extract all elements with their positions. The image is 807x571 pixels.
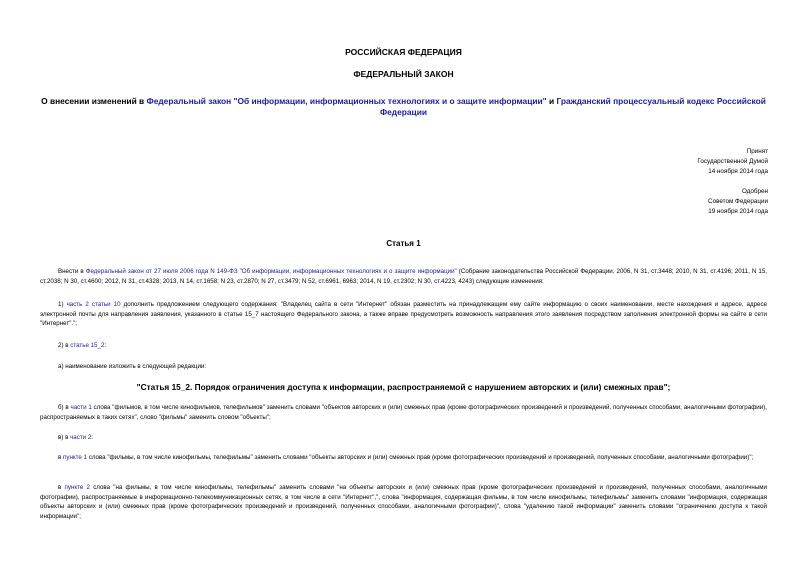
item2v2-pre: в: [58, 484, 65, 491]
approved-line: Советом Федерации: [708, 198, 768, 205]
title-link-info-law[interactable]: Федеральный закон "Об информации, информационных технологиях и о защите информации": [146, 96, 547, 106]
item1-pre: 1): [58, 301, 67, 308]
approved-line: 19 ноября 2014 года: [708, 208, 768, 215]
item2v2-paragraph: [40, 483, 767, 521]
item2b-post: слова "фильмов, в том числе кинофильмов, телефильмов" заменить словами "объектов авторских и (или) смежных прав (кроме фотографических произведений и произведений, полученных способами, аналогичными фотографии), распространяемых в таких сетях", слово "фильмы" заменить словом "объекты";: [40, 404, 767, 421]
item2v2-post: слова "на фильмы, в том числе кинофильмы, телефильмы" заменить словами "на объекты авторских и (или) смежных прав (кроме фотографических произведений и произведений, полученных способами, аналогичными фотографии), распространяемые в информационно-телекоммуникационных сетях, в том числе в сети "Интернет",", слова "информация, содержащая фильмы, в том числе кинофильмы, телефильмы" заменить словами "информация, содержащая объекты авторских и (или) смежных прав (кроме фотографических произведений и произведений, полученных способами, аналогичными фотографии)", слова "удалению такой информации" заменить словами "ограничению доступа к такой информации";: [40, 484, 767, 520]
item2-post: :: [104, 342, 107, 349]
intro-pre: Внести в: [58, 268, 86, 275]
accepted-block: [697, 147, 768, 177]
accepted-line: Государственной Думой: [697, 158, 768, 165]
item2b-link[interactable]: части 1: [70, 404, 92, 411]
item2v1-post: слова "фильмы, в том числе кинофильмы, телефильмы" заменить словами "объекты авторских и (или) смежных прав (кроме фотографических произведений и произведений, полученных способами, аналогичными фотографии)";: [87, 454, 754, 461]
law-title: [40, 96, 767, 118]
item2v1-link[interactable]: пункте 1: [63, 454, 88, 461]
title-prefix: О внесении изменений в: [41, 96, 147, 106]
item2-link[interactable]: статье 15_2: [70, 342, 105, 349]
item2-paragraph: [40, 341, 767, 351]
accepted-line: 14 ноября 2014 года: [708, 168, 768, 175]
item2a-paragraph: а) наименование изложить в следующей редакции:: [58, 363, 207, 370]
item2v-post: :: [91, 434, 94, 441]
item2v-paragraph: [40, 433, 767, 443]
approved-block: [708, 187, 768, 217]
item2v1-pre: в: [58, 454, 64, 461]
item2v2-link[interactable]: пункте 2: [64, 484, 90, 491]
title-middle: и: [546, 96, 557, 106]
new-article-heading: "Статья 15_2. Порядок ограничения доступа к информации, распространяемой с нарушением авторских и (или) смежных прав";: [136, 382, 671, 392]
item1-link[interactable]: часть 2 статьи 10: [66, 301, 121, 308]
title-link-civil-code[interactable]: Гражданский процессуальный кодекс Российской Федерации: [380, 96, 766, 117]
law-type-heading: ФЕДЕРАЛЬНЫЙ ЗАКОН: [353, 69, 454, 79]
item2b-pre: б) в: [58, 404, 71, 411]
item2-pre: 2) в: [58, 342, 71, 349]
approved-line: Одобрен: [741, 188, 768, 195]
intro-post: (Собрание законодательства Российской Федерации, 2006, N 31, ст.3448; 2010, N 31, ст.4196; 2011, N 15, ст.2038; N 30, ст.4600; 2012, N 31, ст.4328; 2013, N 14, ст.1658; N 23, ст.2870; N 27, ст.3479; N 52, ст.6961, 6963; 2014, N 19, ст.2302; N 30, ст.4223, 4243) следующие изменения:: [40, 268, 767, 285]
item2v-pre: в) в: [58, 434, 71, 441]
item1-paragraph: [40, 300, 767, 329]
intro-paragraph: [40, 267, 767, 286]
item2v-link[interactable]: части 2: [70, 434, 92, 441]
article-heading: Статья 1: [386, 239, 421, 248]
accepted-line: Принят: [746, 148, 768, 155]
item2b-paragraph: [40, 403, 767, 422]
country-heading: РОССИЙСКАЯ ФЕДЕРАЦИЯ: [345, 47, 462, 57]
intro-law-link[interactable]: Федеральный закон от 27 июля 2006 года N 149-ФЗ "Об информации, информационных технологиях и о защите информации": [85, 268, 457, 275]
item2v1-paragraph: [40, 453, 767, 463]
item1-post: дополнить предложением следующего содержания: "Владелец сайта в сети "Интернет" обязан разместить на принадлежащем ему сайте информацию о своих наименовании, месте нахождения и адресе, адресе электронной почты для направления заявления, указанного в статье 15_7 настоящего Федерального закона, а также вправе предусмотреть возможность направления этого заявления посредством заполнения электронной формы на сайте в сети "Интернет".";: [40, 301, 767, 328]
